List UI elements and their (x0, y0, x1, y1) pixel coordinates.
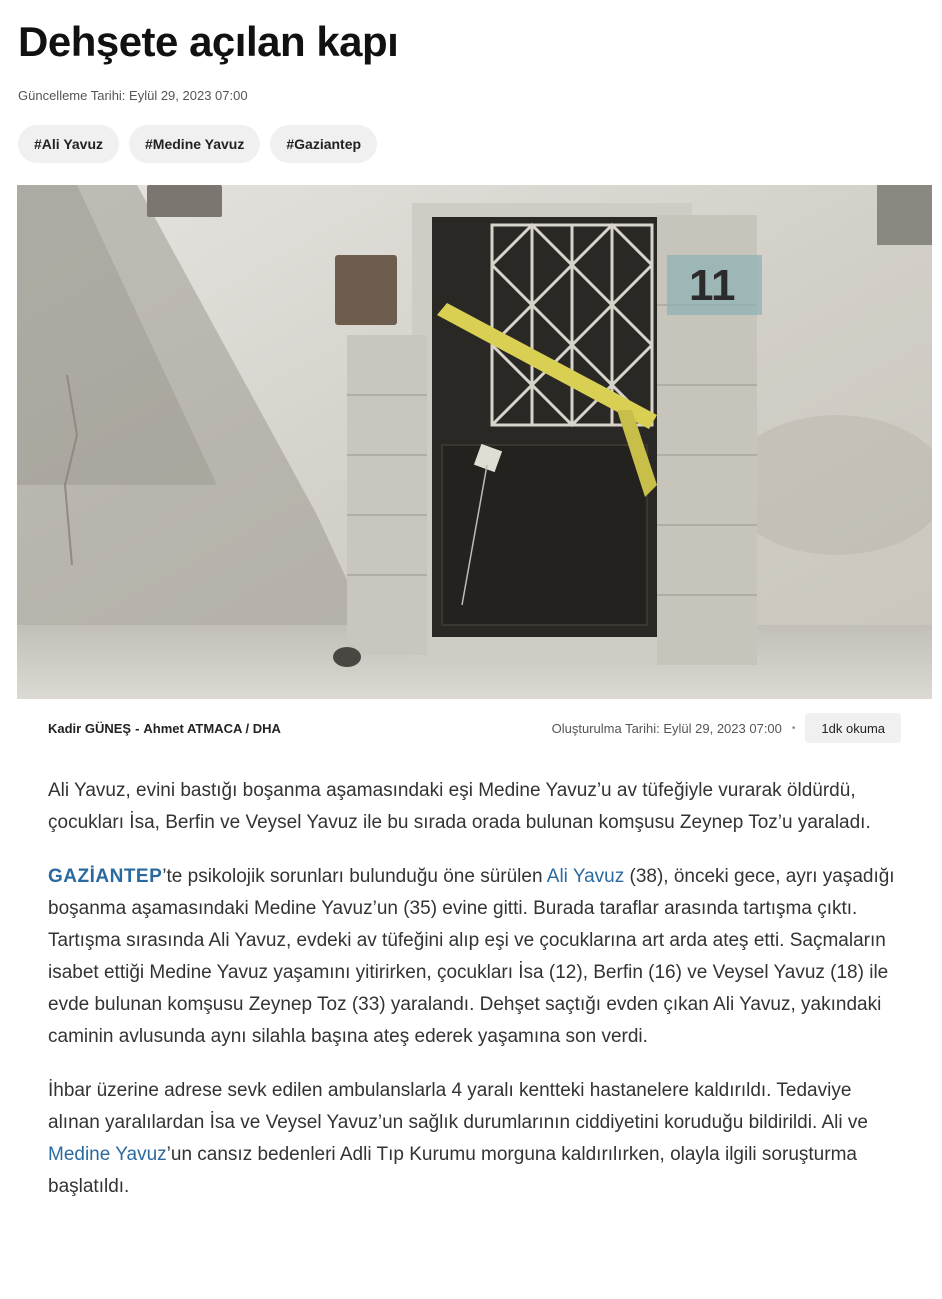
updated-date: Güncelleme Tarihi: Eylül 29, 2023 07:00 (18, 88, 248, 103)
tag-ali-yavuz[interactable]: #Ali Yavuz (18, 125, 119, 163)
byline-row (17, 712, 932, 744)
para2-text-b: ’un cansız bedenleri Adli Tıp Kurumu morguna kaldırılırken, olayla ilgili soruşturma başlatıldı. (48, 1144, 857, 1197)
article-body (48, 775, 908, 1225)
read-time-badge: 1dk okuma (805, 713, 901, 743)
para1-text-a: ’te psikolojik sorunları bulunduğu öne sürülen (162, 866, 547, 887)
article-photo (17, 185, 932, 699)
tag-medine-yavuz[interactable]: #Medine Yavuz (129, 125, 260, 163)
para2-text-a: İhbar üzerine adrese sevk edilen ambulanslarla 4 yaralı kentteki hastanelere kaldırıldı. Tedaviye alınan yaralılardan İsa ve Veysel Yavuz’un sağlık durumlarının ciddiyetini koruduğu bildirildi. Ali ve (48, 1080, 868, 1133)
author-separator: - (135, 720, 140, 736)
meta-dot: • (791, 722, 796, 734)
para1-text-b: (38), önceki gece, ayrı yaşadığı boşanma aşamasındaki Medine Yavuz’un (35) evine gitti. Burada taraflar arasında tartışma çıktı. Tartışma sırasında Ali Yavuz, evdeki av tüfeğini alıp eşi ve çocuklarına art arda ateş etti. Saçmaların isabet ettiği Medine Yavuz yaşamını yitirirken, çocukları İsa (12), Berfin (16) ve Veysel Yavuz (18) ile evde bulunan komşusu Zeynep Toz (33) yaralandı. Dehşet saçtığı evden çıkan Ali Yavuz, yakındaki caminin avlusunda aynı silahla başına ateş ederek yaşamına son verdi. (48, 866, 895, 1047)
tag-list (18, 125, 377, 163)
author-kadir[interactable]: Kadir GÜNEŞ (48, 720, 132, 736)
city-link-gaziantep[interactable]: GAZİANTEP (48, 866, 163, 887)
door-scene-illustration (17, 185, 932, 699)
tag-gaziantep[interactable]: #Gaziantep (270, 125, 377, 163)
author-ahmet[interactable]: Ahmet ATMACA / DHA (143, 720, 281, 736)
article-paragraph-2 (48, 1075, 908, 1203)
door-number: 11 (689, 261, 736, 310)
created-date: Oluşturulma Tarihi: Eylül 29, 2023 07:00 (551, 720, 782, 736)
article-paragraph-1 (48, 861, 908, 1053)
author-names (48, 721, 281, 736)
link-ali-yavuz[interactable]: Ali Yavuz (546, 866, 625, 887)
article-lead: Ali Yavuz, evini bastığı boşanma aşamasındaki eşi Medine Yavuz’u av tüfeğiyle vurarak öldürdü, çocukları İsa, Berfin ve Veysel Yavuz ile bu sırada orada bulunan komşusu Zeynep Toz’u yaraladı. (48, 780, 871, 833)
link-medine-yavuz[interactable]: Medine Yavuz (48, 1144, 167, 1165)
article-headline: Dehşete açılan kapı (18, 18, 399, 65)
